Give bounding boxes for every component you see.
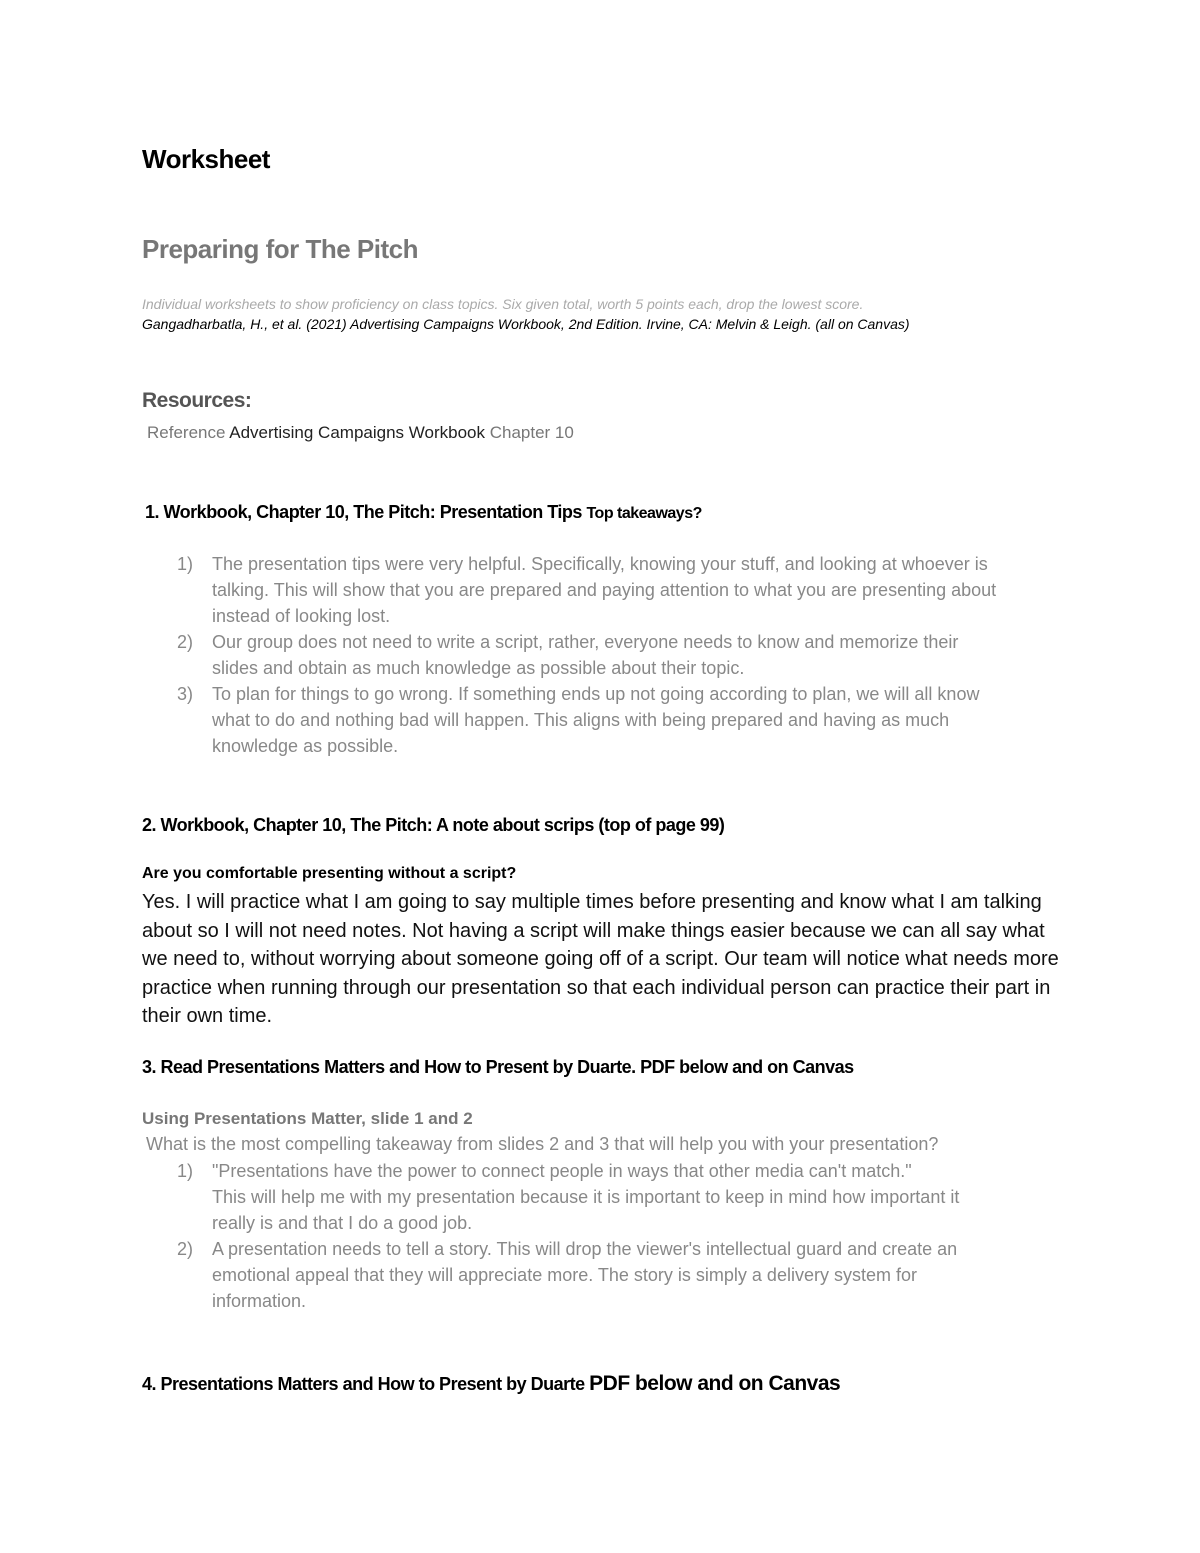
- list-item: [142, 1236, 1002, 1314]
- section-2-heading: 2. Workbook, Chapter 10, The Pitch: A note about scrips (top of page 99): [142, 815, 725, 835]
- section-2-answer: Yes. I will practice what I am going to say multiple times before presenting and know what I am talking about so I will not need notes. Not having a script will make things easier because we can all say what we need to, without worrying about someone going off of a script. Our team will notice what needs more practice when running through our presentation so that each individual person can practice their part in their own time.: [142, 891, 1059, 1027]
- list-item: [142, 681, 1002, 759]
- list-text: The presentation tips were very helpful. Specifically, knowing your stuff, and looking at whoever is talking. This will show that you are prepared and paying attention to what you are presenting about instead of looking lost.: [212, 554, 997, 626]
- resources-suffix: Chapter 10: [484, 423, 574, 442]
- list-text: To plan for things to go wrong. If something ends up not going according to plan, we will all know what to do and nothing bad will happen. This aligns with being prepared and having as much knowledge as possible.: [212, 684, 980, 756]
- resources-line: [147, 423, 574, 443]
- section-3-question: What is the most compelling takeaway from slides 2 and 3 that will help you with your presentation?: [146, 1134, 939, 1154]
- list-number: 3): [177, 684, 194, 704]
- list-item: [142, 1158, 1002, 1236]
- section-1-heading-main: 1. Workbook, Chapter 10, The Pitch: Presentation Tips: [145, 502, 582, 522]
- list-text: A presentation needs to tell a story. This will drop the viewer's intellectual guard and create an emotional appeal that they will appreciate more. The story is simply a delivery system for information.: [212, 1239, 958, 1311]
- list-quote: "Presentations have the power to connect people in ways that other media can't match.": [212, 1161, 912, 1181]
- resources-heading: Resources:: [142, 389, 252, 412]
- intro-text: Individual worksheets to show proficiency on class topics. Six given total, worth 5 points each, drop the lowest score.: [142, 296, 864, 312]
- section-3-subheading: Using Presentations Matter, slide 1 and 2: [142, 1109, 473, 1128]
- list-item: [142, 551, 1002, 629]
- page-subtitle: Preparing for The Pitch: [142, 234, 418, 264]
- citation-text: Gangadharbatla, H., et al. (2021) Advertising Campaigns Workbook, 2nd Edition. Irvine, CA: Melvin & Leigh. (all on Canvas): [142, 316, 910, 332]
- section-4-heading: [142, 1372, 840, 1396]
- section-3-heading: 3. Read Presentations Matters and How to Present by Duarte. PDF below and on Canvas: [142, 1057, 854, 1077]
- section-2-question: Are you comfortable presenting without a script?: [142, 865, 517, 882]
- section-1-heading-suffix: Top takeaways?: [586, 505, 702, 522]
- section-4-heading-main: 4. Presentations Matters and How to Present by Duarte: [142, 1374, 585, 1394]
- resources-book-title: Advertising Campaigns Workbook: [229, 423, 485, 442]
- list-number: 1): [177, 554, 194, 574]
- list-number: 1): [177, 1161, 194, 1181]
- resources-prefix: Reference: [147, 423, 230, 442]
- list-text: Our group does not need to write a script, rather, everyone needs to know and memorize their slides and obtain as much knowledge as possible about their topic.: [212, 632, 959, 678]
- section-1-list: [142, 551, 1002, 759]
- section-1-heading: [145, 502, 702, 523]
- section-3-list: [142, 1158, 1002, 1314]
- page-title: Worksheet: [142, 144, 270, 174]
- section-4-heading-suffix: PDF below and on Canvas: [589, 1372, 841, 1395]
- list-text: This will help me with my presentation because it is important to keep in mind how important it really is and that I do a good job.: [212, 1187, 960, 1233]
- list-number: 2): [177, 632, 194, 652]
- list-item: [142, 629, 1002, 681]
- list-number: 2): [177, 1239, 194, 1259]
